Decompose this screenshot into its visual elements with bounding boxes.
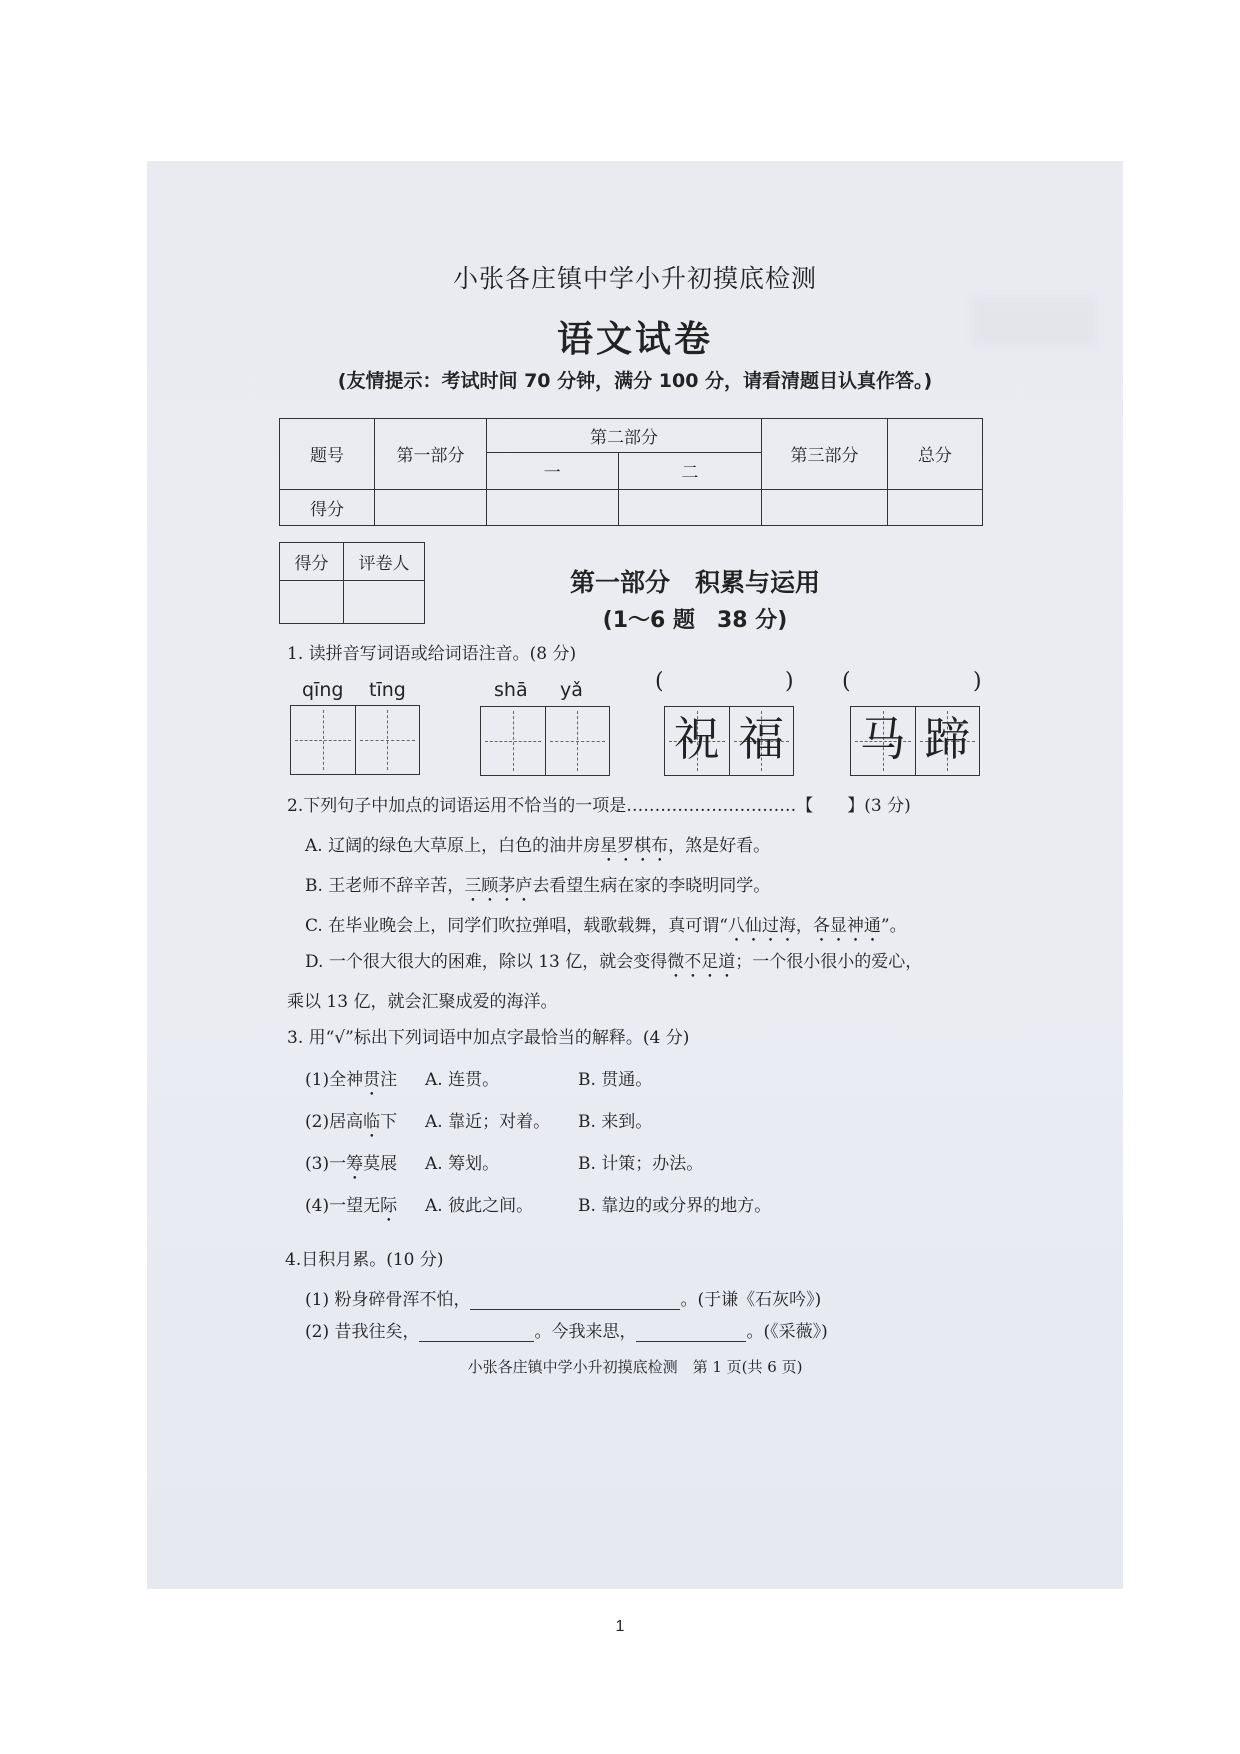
grid-cell[interactable] xyxy=(546,707,610,775)
q3-option-a[interactable]: A. 连贯。 xyxy=(425,1070,500,1090)
exam-hint: (友情提示：考试时间 70 分钟，满分 100 分，请看清题目认真作答。) xyxy=(337,370,933,392)
q3-item xyxy=(305,1191,397,1226)
school-title: 小张各庄镇中学小升初摸底检测 xyxy=(452,264,817,293)
q1-char: 祝 xyxy=(673,712,720,766)
grid-cell[interactable] xyxy=(356,706,420,774)
q1-pinyin: yǎ xyxy=(560,679,583,701)
q2-option-a xyxy=(305,831,770,866)
q3-prompt: 3. 用“√”标出下列词语中加点字最恰当的解释。(4 分) xyxy=(287,1028,690,1048)
q2-b-text: 去看望生病在家的李晓明同学。 xyxy=(532,876,771,896)
q1-pinyin: tīng xyxy=(369,679,406,701)
q4-answer-blank[interactable] xyxy=(636,1323,746,1342)
score-cell[interactable] xyxy=(887,489,982,525)
q3-option-a[interactable]: A. 筹划。 xyxy=(425,1154,500,1174)
q1-pinyin: qīng xyxy=(302,679,344,701)
q3-item xyxy=(305,1065,397,1100)
q1-paren-close: ) xyxy=(973,669,982,694)
q3-item-word: (2)居高 xyxy=(305,1112,364,1132)
grader-name-label: 评卷人 xyxy=(344,543,425,581)
score-col-total: 总分 xyxy=(887,419,982,490)
q3-option-b[interactable]: B. 靠边的或分界的地方。 xyxy=(578,1196,772,1216)
score-col-part2-sub1: 一 xyxy=(486,453,618,489)
grid-cell[interactable] xyxy=(291,706,356,774)
score-col-part3: 第三部分 xyxy=(762,419,888,490)
q3-option-a[interactable]: A. 靠近；对着。 xyxy=(425,1112,551,1132)
q3-option-b[interactable]: B. 来到。 xyxy=(578,1112,653,1132)
score-row-label: 题号 xyxy=(280,419,375,490)
q3-item-word: 莫展 xyxy=(363,1154,398,1174)
score-row2-label: 得分 xyxy=(280,489,375,525)
q3-item-word: 注 xyxy=(380,1070,398,1090)
grader-score-label: 得分 xyxy=(280,543,344,581)
grid-cell xyxy=(851,707,916,775)
q1-paren-open: ( xyxy=(842,669,851,694)
q2-a-text: A. 辽阔的绿色大草原上，白色的油井房 xyxy=(305,836,601,856)
score-cell[interactable] xyxy=(486,489,618,525)
q1-paren-close: ) xyxy=(785,669,794,694)
q2-d-text: D. 一个很大很大的困难，除以 13 亿，就会变得 xyxy=(305,952,668,972)
grid-cell xyxy=(665,707,730,775)
q2-a-text: ，煞是好看。 xyxy=(668,836,771,856)
q4-prompt: 4.日积月累。(10 分) xyxy=(285,1250,444,1270)
section-title: 第一部分 积累与运用 xyxy=(569,568,820,597)
q1-prompt: 1. 读拼音写词语或给词语注音。(8 分) xyxy=(287,644,577,664)
q3-item-word: (1)全神 xyxy=(305,1070,364,1090)
score-col-part2: 第二部分 xyxy=(486,419,761,453)
q2-prompt: 2.下列句子中加点的词语运用不恰当的一项是…………………………【 】(3 分) xyxy=(287,796,911,816)
q2-a-dotted: 星罗棋布 xyxy=(600,836,669,856)
q4-line-2 xyxy=(305,1317,828,1342)
section-subtitle: (1～6 题 38 分) xyxy=(602,608,788,633)
q3-item-dotted: 筹 xyxy=(346,1154,364,1174)
q4-text: 。(于谦《石灰吟》) xyxy=(680,1290,822,1310)
q1-word-grid-2 xyxy=(850,706,980,776)
q3-item-dotted: 际 xyxy=(380,1196,398,1216)
q4-answer-blank[interactable] xyxy=(470,1291,680,1310)
q2-option-c xyxy=(305,911,907,946)
q3-option-a[interactable]: A. 彼此之间。 xyxy=(425,1196,534,1216)
q3-item xyxy=(305,1149,397,1184)
q4-text: 。(《采薇》) xyxy=(746,1322,828,1342)
score-table xyxy=(279,418,983,526)
q4-text: (2) 昔我往矣， xyxy=(305,1322,420,1342)
q1-char: 福 xyxy=(738,712,785,766)
grid-cell xyxy=(916,707,980,775)
q4-answer-blank[interactable] xyxy=(419,1323,534,1342)
q3-item-dotted: 贯 xyxy=(363,1070,381,1090)
score-cell[interactable] xyxy=(375,489,487,525)
q3-option-b[interactable]: B. 计策；办法。 xyxy=(578,1154,704,1174)
q3-item-word: (4)一望无 xyxy=(305,1196,381,1216)
q1-paren-open: ( xyxy=(655,669,664,694)
scanned-exam-photo xyxy=(147,161,1123,1589)
q4-line-1 xyxy=(305,1285,821,1310)
paper-title: 语文试卷 xyxy=(556,318,713,360)
exam-footer: 小张各庄镇中学小升初摸底检测 第 1 页(共 6 页) xyxy=(467,1358,803,1376)
q2-d-dotted: 微不足道 xyxy=(667,952,736,972)
q4-text: 。今我来思， xyxy=(534,1322,637,1342)
q1-pinyin: shā xyxy=(494,679,528,701)
score-cell[interactable] xyxy=(618,489,762,525)
q2-b-dotted: 三顾茅庐 xyxy=(464,876,533,896)
q2-b-text: B. 王老师不辞辛苦， xyxy=(305,876,465,896)
q2-c-dotted: 八仙过海，各显神通 xyxy=(727,916,881,936)
q1-char: 马 xyxy=(859,712,906,766)
q3-item-word: (3)一 xyxy=(305,1154,347,1174)
q3-item-word: 下 xyxy=(380,1112,398,1132)
q3-item-dotted: 临 xyxy=(363,1112,381,1132)
q1-char: 蹄 xyxy=(924,712,971,766)
page-number: 1 xyxy=(615,1618,625,1635)
q2-option-d xyxy=(305,947,922,982)
score-col-part2-sub2: 二 xyxy=(618,453,762,489)
score-cell[interactable] xyxy=(762,489,888,525)
score-col-part1: 第一部分 xyxy=(375,419,487,490)
grid-cell xyxy=(730,707,794,775)
q3-option-b[interactable]: B. 贯通。 xyxy=(578,1070,653,1090)
q2-d-text: ；一个很小很小的爱心， xyxy=(735,952,923,972)
q1-answer-grid-1[interactable] xyxy=(290,705,420,775)
q4-text: (1) 粉身碎骨浑不怕， xyxy=(305,1290,471,1310)
q1-answer-grid-2[interactable] xyxy=(480,706,610,776)
q2-c-text: C. 在毕业晚会上，同学们吹拉弹唱，载歌载舞，真可谓“ xyxy=(305,916,728,936)
q3-item xyxy=(305,1107,397,1142)
grid-cell[interactable] xyxy=(481,707,546,775)
q2-option-b xyxy=(305,871,770,906)
q2-option-d-line2: 乘以 13 亿，就会汇聚成爱的海洋。 xyxy=(287,992,558,1012)
q2-c-text: ”。 xyxy=(880,916,907,936)
q1-word-grid-1 xyxy=(664,706,794,776)
